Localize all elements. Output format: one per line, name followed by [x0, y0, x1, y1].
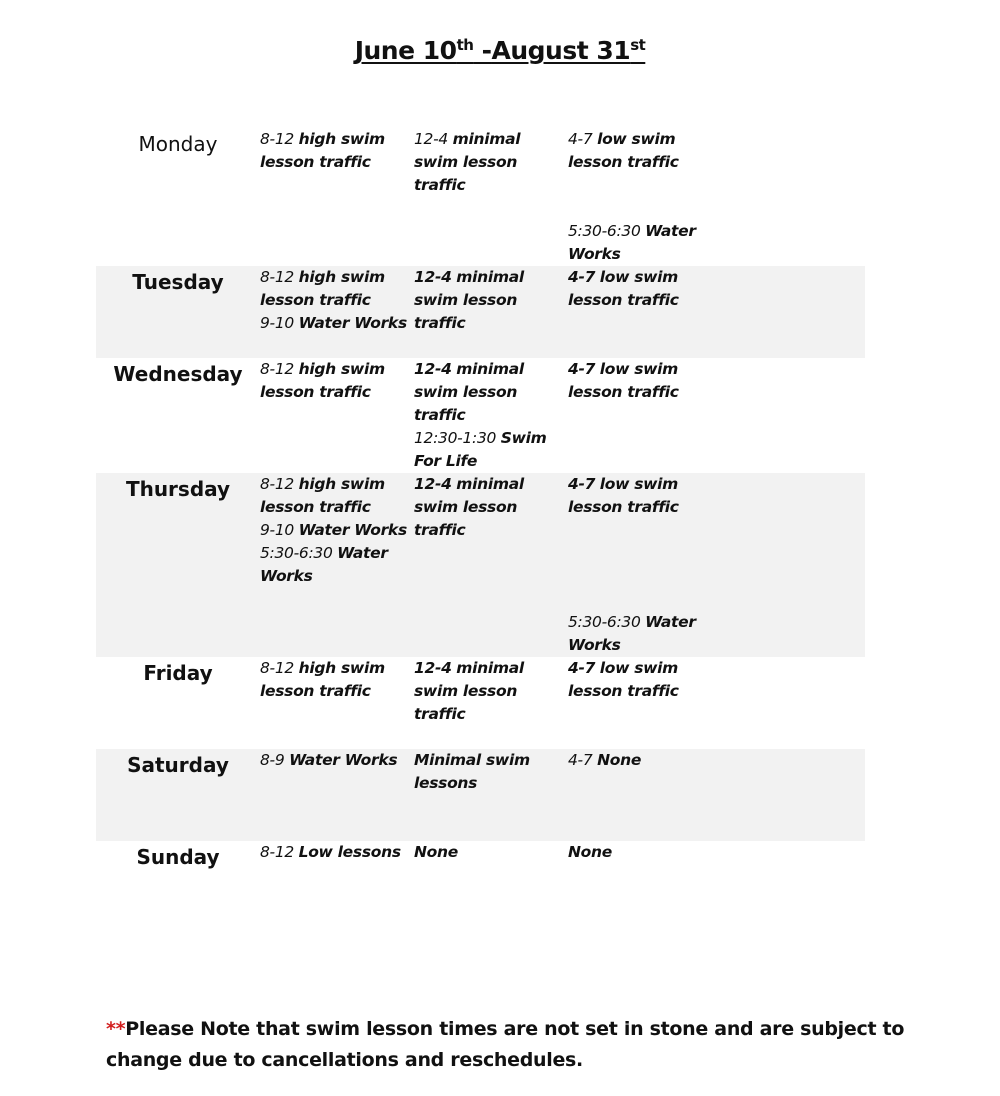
schedule-row-tuesday — [96, 266, 865, 358]
day-label: Sunday — [136, 845, 220, 869]
schedule-entry: 5:30-6:30 Water Works — [260, 544, 388, 585]
morning-cell — [260, 657, 414, 749]
afternoon-cell — [414, 473, 568, 657]
schedule-row-monday — [96, 128, 865, 266]
afternoon-cell — [414, 749, 568, 841]
schedule-row-friday — [96, 657, 865, 749]
evening-cell — [568, 128, 722, 266]
note-text: Please Note that swim lesson times are not set in stone and are subject to change due to cancellations and reschedules. — [106, 1018, 905, 1071]
schedule-row-sunday — [96, 841, 865, 887]
schedule-entry: 5:30-6:30 Water Works — [568, 222, 696, 263]
morning-cell — [260, 749, 414, 841]
morning-cell — [260, 473, 414, 657]
schedule-entry: 12-4 minimal swim lesson traffic — [414, 360, 524, 424]
schedule-entry: 8-12 high swim lesson traffic — [260, 360, 385, 401]
morning-cell — [260, 266, 414, 358]
afternoon-cell — [414, 358, 568, 473]
morning-cell — [260, 128, 414, 266]
schedule-entry: 8-12 high swim lesson traffic — [260, 475, 385, 516]
schedule-entry: 4-7 low swim lesson traffic — [568, 130, 679, 171]
title-separator: - — [473, 36, 492, 65]
title-start-suffix: th — [456, 36, 474, 54]
evening-cell — [568, 749, 722, 841]
day-label: Friday — [143, 661, 213, 685]
schedule-entry: 8-9 Water Works — [260, 751, 398, 769]
day-label: Tuesday — [132, 270, 224, 294]
disclaimer-note — [106, 1014, 926, 1076]
page-title — [0, 36, 1000, 65]
weekly-schedule-table — [96, 128, 865, 887]
schedule-entry: 12-4 minimal swim lesson traffic — [414, 130, 521, 194]
title-end-suffix: st — [630, 36, 646, 54]
schedule-entry: 8-12 Low lessons — [260, 843, 401, 861]
schedule-entry: 5:30-6:30 Water Works — [568, 613, 696, 654]
morning-cell — [260, 358, 414, 473]
afternoon-cell — [414, 128, 568, 266]
afternoon-cell — [414, 841, 568, 887]
schedule-entry: None — [568, 843, 612, 861]
schedule-entry: 12:30-1:30 Swim For Life — [414, 429, 547, 470]
schedule-entry: 4-7 None — [568, 751, 642, 769]
morning-cell — [260, 841, 414, 887]
title-date-range — [355, 36, 646, 65]
schedule-row-wednesday — [96, 358, 865, 473]
schedule-row-saturday — [96, 749, 865, 841]
schedule-entry: None — [414, 843, 458, 861]
day-label: Thursday — [125, 477, 231, 501]
schedule-entry: 8-12 high swim lesson traffic — [260, 268, 385, 309]
schedule-entry: 12-4 minimal swim lesson traffic — [414, 475, 524, 539]
note-asterisks: ** — [106, 1018, 126, 1040]
schedule-entry: 4-7 low swim lesson traffic — [568, 268, 679, 309]
evening-cell — [568, 841, 722, 887]
afternoon-cell — [414, 266, 568, 358]
day-label: Wednesday — [113, 362, 243, 386]
evening-cell — [568, 473, 722, 657]
day-label: Monday — [138, 132, 218, 156]
schedule-entry: Minimal swim lessons — [414, 751, 530, 792]
schedule-entry: 9-10 Water Works — [260, 314, 407, 332]
schedule-entry: 4-7 low swim lesson traffic — [568, 659, 679, 700]
schedule-entry: 4-7 low swim lesson traffic — [568, 360, 679, 401]
evening-cell — [568, 266, 722, 358]
schedule-entry: 8-12 high swim lesson traffic — [260, 130, 385, 171]
title-end: August 31 — [491, 36, 631, 65]
schedule-entry: 9-10 Water Works — [260, 521, 407, 539]
schedule-row-thursday — [96, 473, 865, 657]
day-label: Saturday — [127, 753, 229, 777]
title-start: June 10 — [354, 36, 457, 65]
afternoon-cell — [414, 657, 568, 749]
evening-cell — [568, 657, 722, 749]
schedule-entry: 12-4 minimal swim lesson traffic — [414, 659, 524, 723]
schedule-entry: 4-7 low swim lesson traffic — [568, 475, 679, 516]
schedule-entry: 8-12 high swim lesson traffic — [260, 659, 385, 700]
evening-cell — [568, 358, 722, 473]
schedule-entry: 12-4 minimal swim lesson traffic — [414, 268, 524, 332]
